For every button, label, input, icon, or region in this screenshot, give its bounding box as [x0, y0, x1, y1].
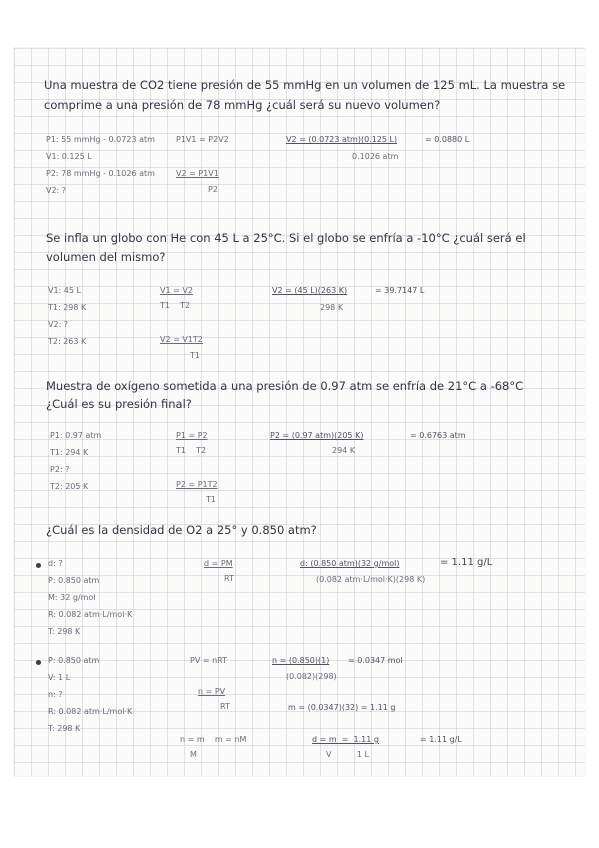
notebook-page — [14, 48, 585, 776]
problem-1-question-line-2: comprime a una presión de 78 mmHg ¿cuál será su nuevo volumen? — [44, 98, 441, 112]
problem-2-formula-charles: V1 = V2 — [160, 286, 193, 295]
part-b-formula-n: n = PV — [198, 687, 226, 696]
part-b-mass-result: m = (0.0347)(32) = 1.11 g — [288, 703, 396, 712]
problem-1-given-p1: P1: 55 mmHg - 0.0723 atm — [46, 135, 155, 144]
problem-3-formula-gay-lussac-denominator: T1 T2 — [176, 446, 207, 455]
problem-2-given-v1: V1: 45 L — [48, 286, 81, 295]
part-a-result-denominator: (0.082 atm·L/mol·K)(298 K) — [316, 575, 426, 584]
part-b-density-denominator: V 1 L — [326, 750, 369, 759]
problem-1-result-denominator: 0.1026 atm — [352, 152, 399, 161]
problem-1-result-numerator: V2 = (0.0723 atm)(0.125 L) — [286, 135, 398, 144]
part-b-formula-mass: n = m m = nM — [180, 735, 247, 744]
problem-1-formula-solved-denominator: P2 — [208, 185, 218, 194]
problem-2-result-value: = 39.7147 L — [375, 286, 425, 295]
part-a-given-p: P: 0.850 atm — [48, 576, 100, 585]
part-b-n-denominator: (0.082)(298) — [286, 672, 337, 681]
problem-1-formula-solved: V2 = P1V1 — [176, 169, 219, 178]
part-b-formula-mass-denominator: M — [190, 750, 197, 759]
problem-3-given-p2: P2: ? — [50, 465, 70, 474]
problem-2-given-v2: V2: ? — [48, 320, 69, 329]
part-b-given-n: n: ? — [48, 690, 63, 699]
problem-3-formula-solved-denominator: T1 — [206, 495, 216, 504]
problem-3-given-t1: T1: 294 K — [50, 448, 89, 457]
part-a-given-d: d: ? — [48, 559, 63, 568]
part-b-given-t: T: 298 K — [48, 724, 81, 733]
part-a-given-t: T: 298 K — [48, 627, 81, 636]
problem-3-given-p1: P1: 0.97 atm — [50, 431, 102, 440]
problem-2-formula-solved-denominator: T1 — [190, 351, 200, 360]
problem-2-result-denominator: 298 K — [320, 303, 344, 312]
problem-3-given-t2: T2: 205 K — [50, 482, 89, 491]
problem-1-result-value: = 0.0880 L — [425, 135, 470, 144]
part-b-given-r: R: 0.082 atm·L/mol·K — [48, 707, 133, 716]
problem-1-formula-boyle: P1V1 = P2V2 — [176, 135, 229, 144]
part-b-given-v: V: 1 L — [48, 673, 71, 682]
part-a-given-r: R: 0.082 atm·L/mol·K — [48, 610, 133, 619]
problem-2-given-t1: T1: 298 K — [48, 303, 87, 312]
part-a-formula-density: d = PM — [204, 559, 233, 568]
part-b-given-p: P: 0.850 atm — [48, 656, 100, 665]
part-b-n-value: = 0.0347 mol — [348, 656, 403, 665]
problem-1-given-p2: P2: 78 mmHg - 0.1026 atm — [46, 169, 155, 178]
problem-1-given-v1: V1: 0.125 L — [46, 152, 92, 161]
problem-1-question-line-1: Una muestra de CO2 tiene presión de 55 mmHg en un volumen de 125 mL. La muestra se — [44, 78, 566, 92]
part-b-density-numerator: d = m = 1.11 g — [312, 735, 379, 744]
part-b-bullet — [36, 660, 41, 665]
part-a-result-value: = 1.11 g/L — [440, 557, 493, 568]
problem-3-result-value: = 0.6763 atm — [410, 431, 466, 440]
problem-3-result-numerator: P2 = (0.97 atm)(205 K) — [270, 431, 364, 440]
problem-2-result-numerator: V2 = (45 L)(263 K) — [272, 286, 348, 295]
problem-2-formula-charles-denominator: T1 T2 — [160, 301, 191, 310]
problem-3-result-denominator: 294 K — [332, 446, 356, 455]
problem-3-formula-solved: P2 = P1T2 — [176, 480, 218, 489]
problem-2-given-t2: T2: 263 K — [48, 337, 87, 346]
problem-3-question-line-2: ¿Cuál es su presión final? — [46, 397, 192, 411]
part-a-given-m: M: 32 g/mol — [48, 593, 96, 602]
part-a-result-numerator: d: (0.850 atm)(32 g/mol) — [300, 559, 400, 568]
problem-2-question-line-1: Se infla un globo con He con 45 L a 25°C. Si el globo se enfría a -10°C ¿cuál será el — [46, 231, 526, 245]
problem-3-question-line-1: Muestra de oxígeno sometida a una presión de 0.97 atm se enfría de 21°C a -68°C — [46, 379, 524, 393]
part-b-density-value: = 1.11 g/L — [420, 735, 462, 744]
problem-2-formula-solved: V2 = V1T2 — [160, 335, 203, 344]
problem-4-question: ¿Cuál es la densidad de O2 a 25° y 0.850 atm? — [46, 523, 317, 537]
problem-3-formula-gay-lussac: P1 = P2 — [176, 431, 208, 440]
problem-1-given-v2: V2: ? — [46, 186, 67, 195]
part-b-n-numerator: n = (0.850)(1) — [272, 656, 330, 665]
part-b-formula-ideal-gas: PV = nRT — [190, 656, 228, 665]
part-b-formula-n-denominator: RT — [220, 702, 230, 711]
problem-2-question-line-2: volumen del mismo? — [46, 250, 166, 264]
part-a-bullet — [36, 563, 41, 568]
part-a-formula-density-denominator: RT — [224, 574, 234, 583]
